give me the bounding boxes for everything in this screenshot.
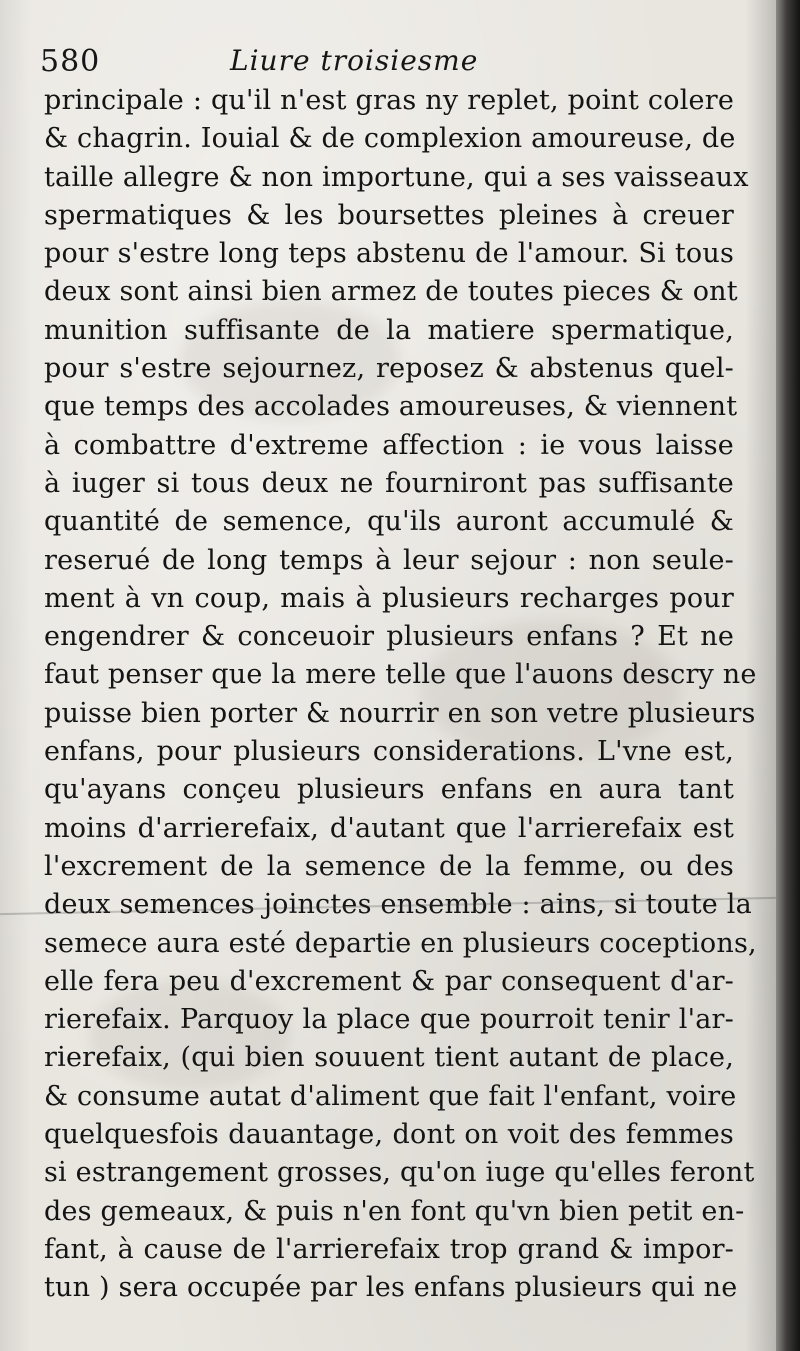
text-line: deux sont ainsi bien armez de toutes pieces & ont — [44, 276, 738, 308]
text-line: munition suffisante de la matiere spermatique, — [44, 314, 734, 346]
text-line: ment à vn coup, mais à plusieurs recharges pour — [44, 582, 734, 614]
text-line: engendrer & conceuoir plusieurs enfans ? Et ne — [44, 621, 734, 653]
text-line: à iuger si tous deux ne fourniront pas suffisante — [44, 467, 734, 499]
text-line: que temps des accolades amoureuses, & viennent — [44, 391, 738, 423]
text-line: & consume autat d'aliment que fait l'enfant, voire — [44, 1080, 737, 1112]
text-line: elle fera peu d'excrement & par consequent d'ar- — [44, 965, 734, 997]
text-line: des gemeaux, & puis n'en font qu'vn bien petit en- — [44, 1195, 745, 1227]
text-line: pour s'estre sejournez, reposez & abstenus quel- — [44, 353, 734, 385]
text-line: si estrangement grosses, qu'on iuge qu'elles feront — [44, 1157, 755, 1189]
text-line: semece aura esté departie en plusieurs coceptions, — [44, 927, 757, 959]
body-text — [44, 82, 757, 1308]
text-line: qu'ayans conçeu plusieurs enfans en aura tant — [44, 774, 734, 806]
text-line: faut penser que la mere telle que l'auons descry ne — [44, 659, 757, 691]
text-line: à combattre d'extreme affection : ie vous laisse — [44, 429, 734, 461]
text-line: moins d'arrierefaix, d'autant que l'arrierefaix est — [44, 812, 734, 844]
text-line: rierefaix. Parquoy la place que pourroit tenir l'ar- — [44, 1004, 734, 1036]
text-line: l'excrement de la semence de la femme, ou des — [44, 850, 734, 882]
text-line: pour s'estre long teps abstenu de l'amour. Si tous — [44, 238, 734, 270]
text-line: deux semences joinctes ensemble : ains, si toute la — [44, 889, 752, 921]
text-line: tun ) sera occupée par les enfans plusieurs qui ne — [44, 1272, 738, 1304]
text-line: reserué de long temps à leur sejour : non seule- — [44, 544, 734, 576]
text-line: spermatiques & les boursettes pleines à creuer — [44, 199, 734, 231]
text-line: rierefaix, (qui bien souuent tient autant de place, — [44, 1042, 734, 1074]
page-number: 580 — [40, 44, 101, 79]
text-line: & chagrin. Iouial & de complexion amoureuse, de — [44, 123, 736, 155]
text-line: puisse bien porter & nourrir en son vetre plusieurs — [44, 697, 756, 729]
page-heading: Liure troisiesme — [230, 44, 479, 77]
text-line: principale : qu'il n'est gras ny replet, point colere — [44, 85, 734, 116]
text-line: taille allegre & non importune, qui a ses vaisseaux — [44, 161, 749, 193]
text-line: quantité de semence, qu'ils auront accumulé & — [44, 506, 734, 538]
text-line: fant, à cause de l'arrierefaix trop grand & impor- — [44, 1233, 734, 1265]
text-line: quelquesfois dauantage, dont on voit des femmes — [44, 1119, 734, 1151]
text-line: enfans, pour plusieurs considerations. L'vne est, — [44, 736, 734, 768]
page-edge-shadow — [776, 0, 800, 1351]
